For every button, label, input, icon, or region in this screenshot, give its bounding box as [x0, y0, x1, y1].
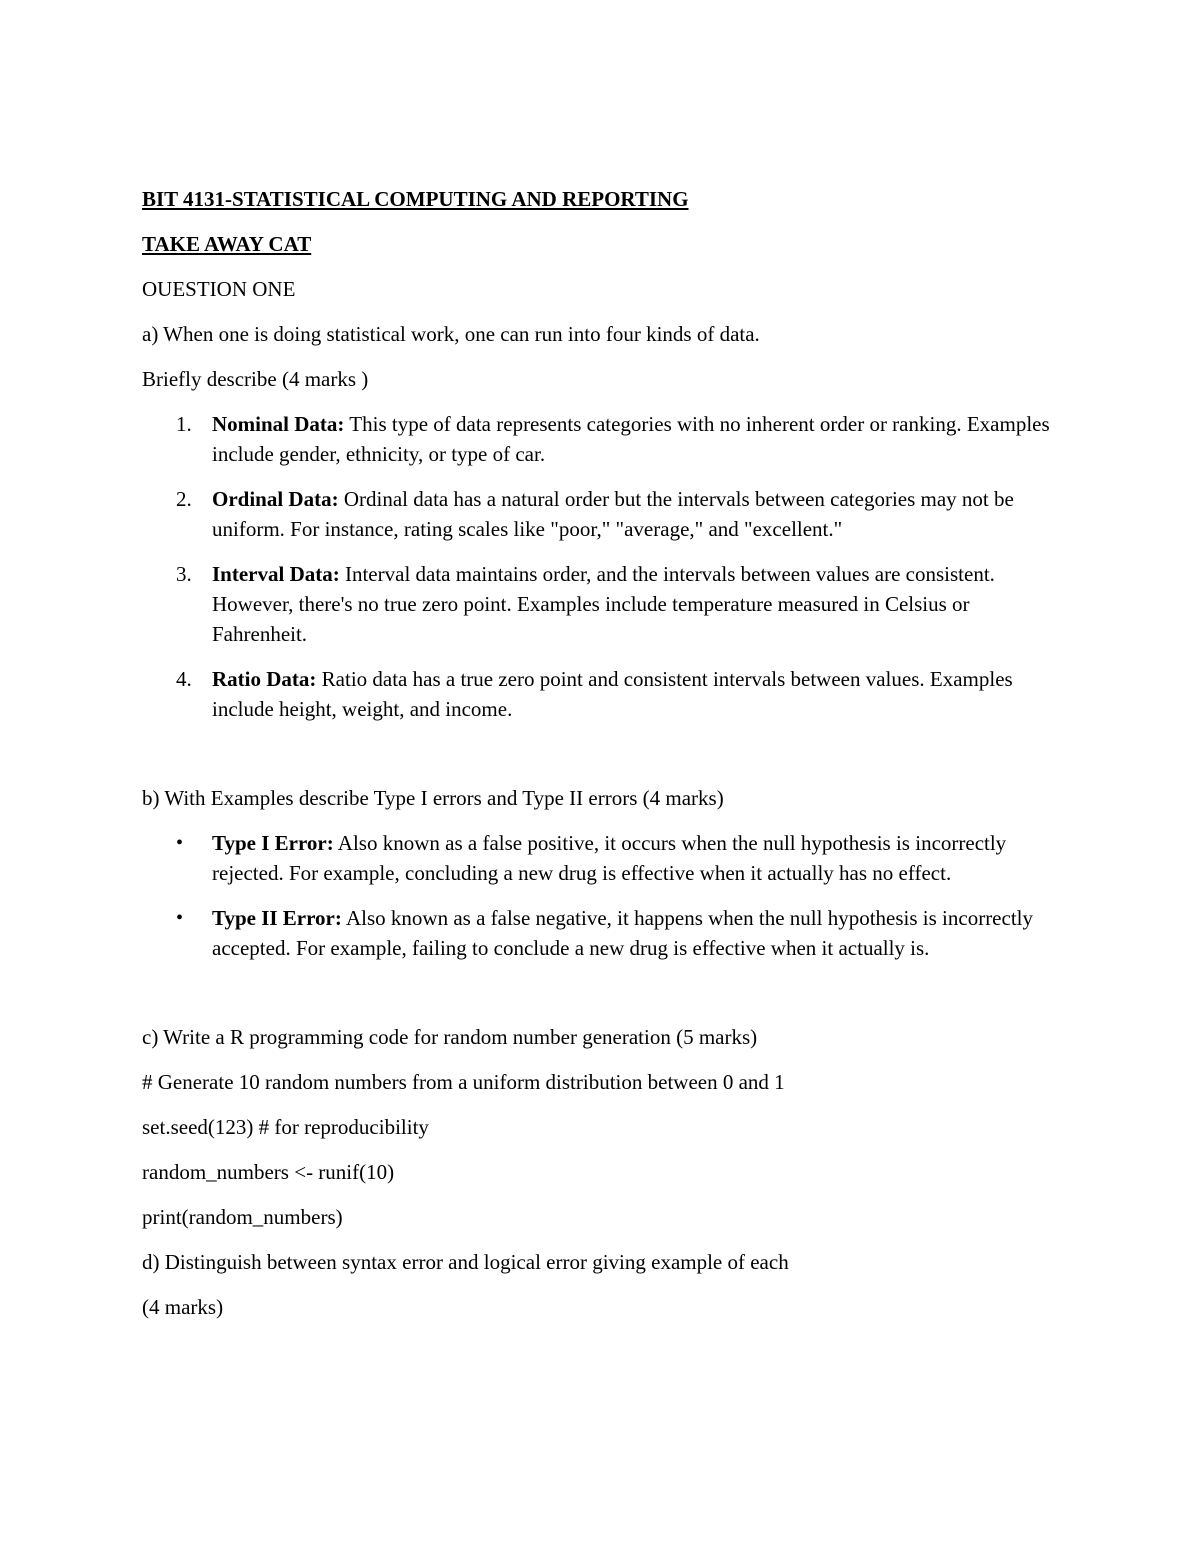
list-item-type-two-error: [142, 903, 1062, 963]
term-label: Type I Error:: [212, 831, 334, 855]
code-line-comment: # Generate 10 random numbers from a uniform distribution between 0 and 1: [142, 1070, 785, 1094]
term-description: This type of data represents categories with no inherent order or ranking. Examples include gender, ethnicity, or type of car.: [212, 412, 1050, 466]
list-item-ratio: [142, 664, 1062, 724]
term-label: Ratio Data:: [212, 667, 317, 691]
document-page: [142, 184, 1062, 1337]
list-marker: 4.: [176, 667, 192, 691]
part-c-prompt: c) Write a R programming code for random number generation (5 marks): [142, 1025, 758, 1049]
term-description: Ordinal data has a natural order but the intervals between categories may not be uniform. For instance, rating scales like "poor," "average," and "excellent.": [212, 487, 1014, 541]
list-marker: 2.: [176, 487, 192, 511]
term-description: Ratio data has a true zero point and consistent intervals between values. Examples include height, weight, and income.: [212, 667, 1013, 721]
list-item-ordinal: [142, 484, 1062, 544]
data-types-list: [142, 409, 1062, 724]
cat-title: TAKE AWAY CAT: [142, 232, 312, 256]
list-marker: 1.: [176, 412, 192, 436]
term-label: Ordinal Data:: [212, 487, 339, 511]
list-item-type-one-error: [142, 828, 1062, 888]
bullet-icon: •: [176, 832, 184, 854]
term-label: Interval Data:: [212, 562, 340, 586]
part-a-prompt: a) When one is doing statistical work, one can run into four kinds of data.: [142, 322, 760, 346]
question-label: OUESTION ONE: [142, 277, 296, 301]
bullet-icon: •: [176, 907, 184, 929]
blank-line: [142, 739, 1062, 783]
term-description: Also known as a false negative, it happens when the null hypothesis is incorrectly accepted. For example, failing to conclude a new drug is effective when it actually is.: [212, 906, 1033, 960]
course-title: BIT 4131-STATISTICAL COMPUTING AND REPORTING: [142, 187, 689, 211]
code-line-print: print(random_numbers): [142, 1205, 343, 1229]
part-d-marks: (4 marks): [142, 1295, 224, 1319]
code-line-runif: random_numbers <- runif(10): [142, 1160, 395, 1184]
list-marker: 3.: [176, 562, 192, 586]
part-a-instruction: Briefly describe (4 marks ): [142, 367, 369, 391]
list-item-nominal: [142, 409, 1062, 469]
blank-line: [142, 978, 1062, 1022]
term-label: Type II Error:: [212, 906, 342, 930]
part-b-prompt: b) With Examples describe Type I errors and Type II errors (4 marks): [142, 786, 724, 810]
list-item-interval: [142, 559, 1062, 649]
error-types-list: [142, 828, 1062, 963]
term-description: Interval data maintains order, and the intervals between values are consistent. However, there's no true zero point. Examples include temperature measured in Celsius or Fahrenheit.: [212, 562, 995, 646]
part-d-prompt: d) Distinguish between syntax error and logical error giving example of each: [142, 1250, 789, 1274]
term-description: Also known as a false positive, it occurs when the null hypothesis is incorrectly rejected. For example, concluding a new drug is effective when it actually has no effect.: [212, 831, 1007, 885]
code-line-seed: set.seed(123) # for reproducibility: [142, 1115, 429, 1139]
term-label: Nominal Data:: [212, 412, 345, 436]
